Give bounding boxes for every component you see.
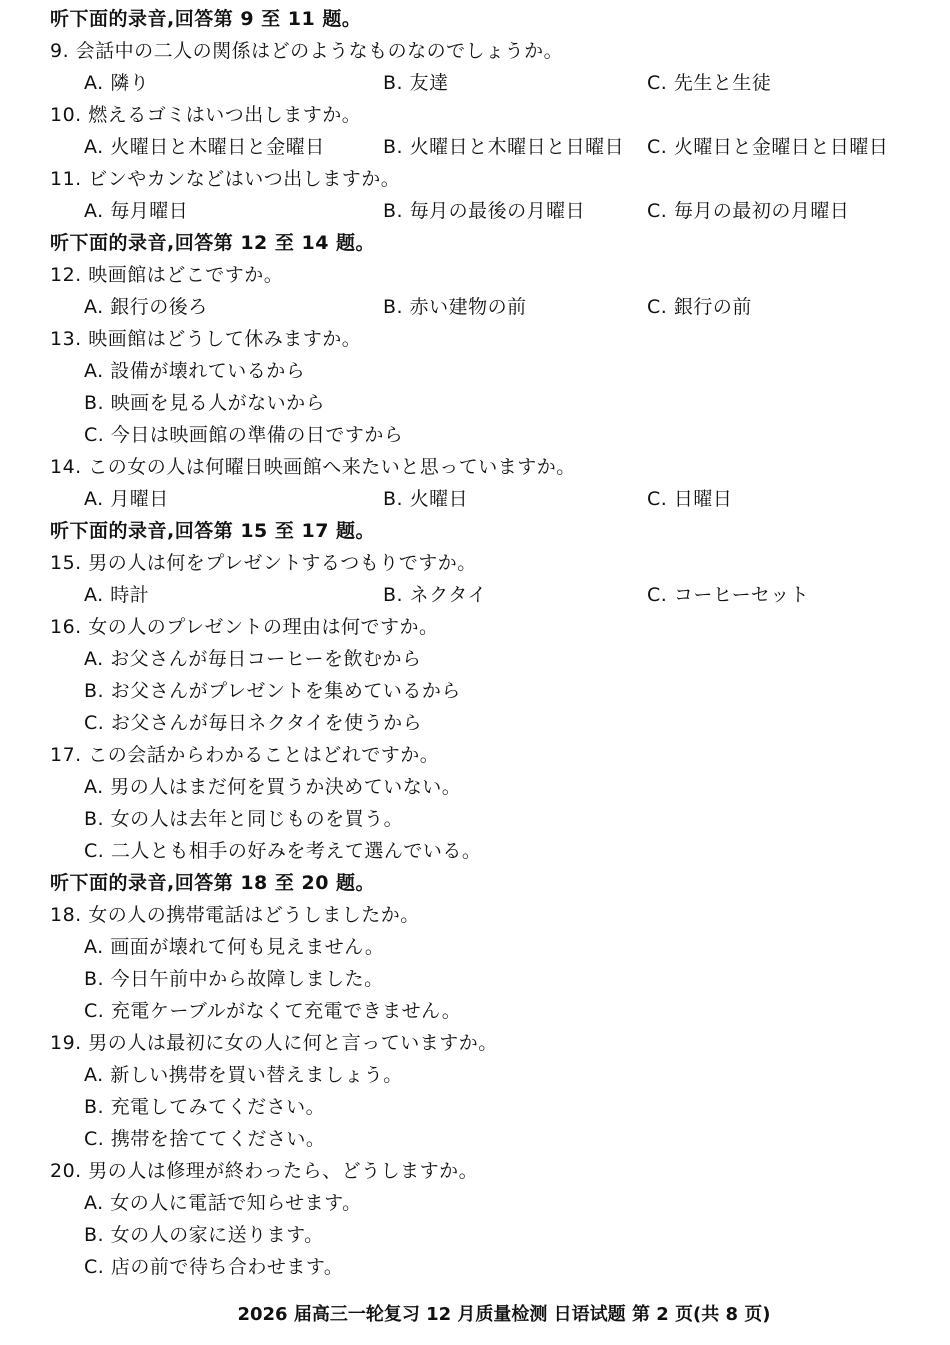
question-stem: 14. この女の人は何曜日映画館へ来たいと思っていますか。 — [50, 456, 576, 478]
option-a: A. 銀行の後ろ — [84, 296, 208, 318]
question-stem: 18. 女の人の携帯電話はどうしましたか。 — [50, 904, 420, 926]
option-c: C. 毎月の最初の月曜日 — [647, 200, 850, 222]
option-a: A. 新しい携帯を買い替えましょう。 — [84, 1064, 403, 1086]
question-stem: 11. ビンやカンなどはいつ出しますか。 — [50, 168, 401, 190]
question-stem: 16. 女の人のプレゼントの理由は何ですか。 — [50, 616, 439, 638]
option-c: C. 今日は映画館の準備の日ですから — [84, 424, 404, 446]
option-a: A. お父さんが毎日コーヒーを飲むから — [84, 648, 422, 670]
question-stem: 19. 男の人は最初に女の人に何と言っていますか。 — [50, 1032, 498, 1054]
option-b: B. 火曜日 — [383, 488, 469, 510]
option-c: C. 日曜日 — [647, 488, 733, 510]
option-b: B. お父さんがプレゼントを集めているから — [84, 680, 461, 702]
question-stem: 13. 映画館はどうして休みますか。 — [50, 328, 362, 350]
option-a: A. 設備が壊れているから — [84, 360, 306, 382]
option-b: B. ネクタイ — [383, 584, 487, 606]
option-c: C. 二人とも相手の好みを考えて選んでいる。 — [84, 840, 482, 862]
option-b: B. 今日午前中から故障しました。 — [84, 968, 384, 990]
option-b: B. 赤い建物の前 — [383, 296, 527, 318]
option-a: A. 男の人はまだ何を買うか決めていない。 — [84, 776, 462, 798]
question-stem: 15. 男の人は何をプレゼントするつもりですか。 — [50, 552, 477, 574]
option-c: C. お父さんが毎日ネクタイを使うから — [84, 712, 423, 734]
question-stem: 12. 映画館はどこですか。 — [50, 264, 284, 286]
option-c: C. 携帯を捨ててください。 — [84, 1128, 326, 1150]
option-c: C. コーヒーセット — [647, 584, 810, 606]
option-c: C. 銀行の前 — [647, 296, 752, 318]
option-b: B. 女の人は去年と同じものを買う。 — [84, 808, 404, 830]
option-c: C. 充電ケーブルがなくて充電できません。 — [84, 1000, 462, 1022]
option-a: A. 画面が壊れて何も見えません。 — [84, 936, 385, 958]
option-a: A. 女の人に電話で知らせます。 — [84, 1192, 362, 1214]
question-stem: 17. この会話からわかることはどれですか。 — [50, 744, 440, 766]
section-header: 听下面的录音,回答第 15 至 17 题。 — [50, 520, 376, 542]
option-a: A. 毎月曜日 — [84, 200, 189, 222]
option-a: A. 月曜日 — [84, 488, 169, 510]
option-b: B. 充電してみてください。 — [84, 1096, 326, 1118]
option-b: B. 映画を見る人がないから — [84, 392, 326, 414]
option-b: B. 火曜日と木曜日と日曜日 — [383, 136, 625, 158]
option-a: A. 火曜日と木曜日と金曜日 — [84, 136, 325, 158]
question-stem: 9. 会話中の二人の関係はどのようなものなのでしょうか。 — [50, 40, 564, 62]
option-a: A. 時計 — [84, 584, 150, 606]
section-header: 听下面的录音,回答第 9 至 11 题。 — [50, 8, 362, 30]
option-b: B. 毎月の最後の月曜日 — [383, 200, 586, 222]
option-c: C. 火曜日と金曜日と日曜日 — [647, 136, 889, 158]
question-stem: 20. 男の人は修理が終わったら、どうしますか。 — [50, 1160, 479, 1182]
option-c: C. 先生と生徒 — [647, 72, 772, 94]
option-a: A. 隣り — [84, 72, 150, 94]
section-header: 听下面的录音,回答第 12 至 14 题。 — [50, 232, 376, 254]
option-c: C. 店の前で待ち合わせます。 — [84, 1256, 344, 1278]
question-stem: 10. 燃えるゴミはいつ出しますか。 — [50, 104, 362, 126]
option-b: B. 友達 — [383, 72, 449, 94]
page-footer: 2026 届高三一轮复习 12 月质量检测 日语试题 第 2 页(共 8 页) — [237, 1304, 771, 1325]
option-b: B. 女の人の家に送ります。 — [84, 1224, 324, 1246]
section-header: 听下面的录音,回答第 18 至 20 题。 — [50, 872, 376, 894]
